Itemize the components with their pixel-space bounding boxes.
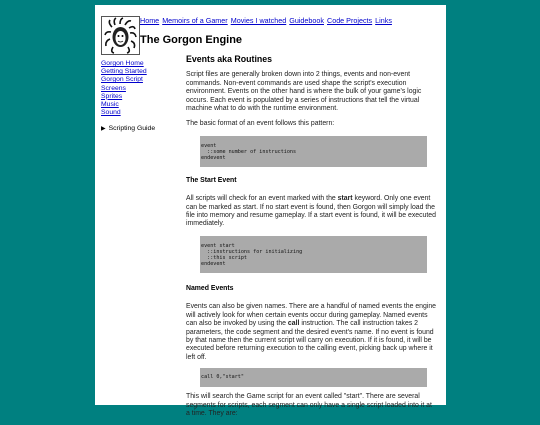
- page-container: [95, 5, 446, 417]
- named-events-heading: Named Events: [186, 284, 234, 292]
- main-content: [186, 55, 436, 425]
- search-paragraph: This will search the Game script for an event called "start". There are several segments for scripts, each segment can only have a single script loaded into it at a time. They are:: [186, 393, 432, 417]
- start-text-1: All scripts will check for an event marked with the: [186, 195, 338, 203]
- sidebar-item-sound[interactable]: Sound: [101, 109, 121, 117]
- intro-paragraph: Script files are generally broken down into 2 things, events and non-event commands. Non-event commands are used shape the script's execution environment. Events on the other hand is where the bulk of your game's logic occurs. Each event is populated by a series of instructions that tell the virtual machine what to do with the runtime environment.: [186, 71, 422, 113]
- nav-memoirs-link[interactable]: Memoirs of a Gamer: [162, 16, 228, 25]
- sidebar-item-getting-started[interactable]: Getting Started: [101, 68, 147, 76]
- sidebar-item-gorgon-home[interactable]: Gorgon Home: [101, 60, 144, 67]
- named-text-1: Events can also be given names. There are a handful of named events the engine will actively look for when certain events occur during gameplay. Named events can also be invoked by using the: [186, 303, 437, 328]
- gorgon-head-icon[interactable]: [101, 16, 140, 55]
- named-text-2: instruction. The call instruction takes 2 parameters, the code segment and the desired event's name. If no event is found by that name then the current script will carry on execution. If it is found, it will be executed before returning execution to the calling event, picking back up where it left off.: [186, 320, 434, 361]
- nav-guidebook-link[interactable]: Guidebook: [289, 16, 324, 25]
- named-events-paragraph: [186, 303, 436, 362]
- start-event-paragraph: [186, 195, 436, 229]
- sidebar-item-gorgon-script[interactable]: Gorgon Script: [101, 76, 143, 84]
- side-nav: [101, 60, 155, 134]
- call-keyword: call: [287, 320, 300, 328]
- nav-code-projects-link[interactable]: Code Projects: [327, 16, 373, 25]
- start-text-2: keyword. Only one event can be marked as start. If no start event is found, then Gorgon will simply load the file into memory and resume gameplay. If a start event is found, it will be executed immediately.: [186, 195, 436, 228]
- top-nav: [140, 16, 395, 25]
- code-block-start-event: event start ::instructions for initializing ::this script endevent: [200, 236, 427, 273]
- code-block-call: call 0,"start": [200, 368, 427, 387]
- start-keyword: start: [337, 195, 353, 203]
- scripting-guide-expander[interactable]: [101, 125, 155, 133]
- format-paragraph: The basic format of an event follows this pattern:: [186, 120, 335, 128]
- scripting-guide-label: Scripting Guide: [108, 125, 156, 133]
- start-event-heading: The Start Event: [186, 176, 237, 184]
- nav-links-link[interactable]: Links: [375, 16, 392, 25]
- site-title: The Gorgon Engine: [140, 34, 243, 46]
- sidebar-item-music[interactable]: Music: [101, 101, 119, 109]
- nav-movies-link[interactable]: Movies I watched: [230, 16, 287, 25]
- sidebar-item-screens[interactable]: Screens: [101, 84, 126, 92]
- sidebar-item-sprites[interactable]: Sprites: [101, 92, 123, 100]
- page-title: Events aka Routines: [186, 54, 273, 64]
- code-block-event: event ::some number of instructions endevent: [200, 136, 427, 167]
- nav-home-link[interactable]: Home: [140, 16, 160, 25]
- triangle-right-icon: ▶: [101, 126, 106, 133]
